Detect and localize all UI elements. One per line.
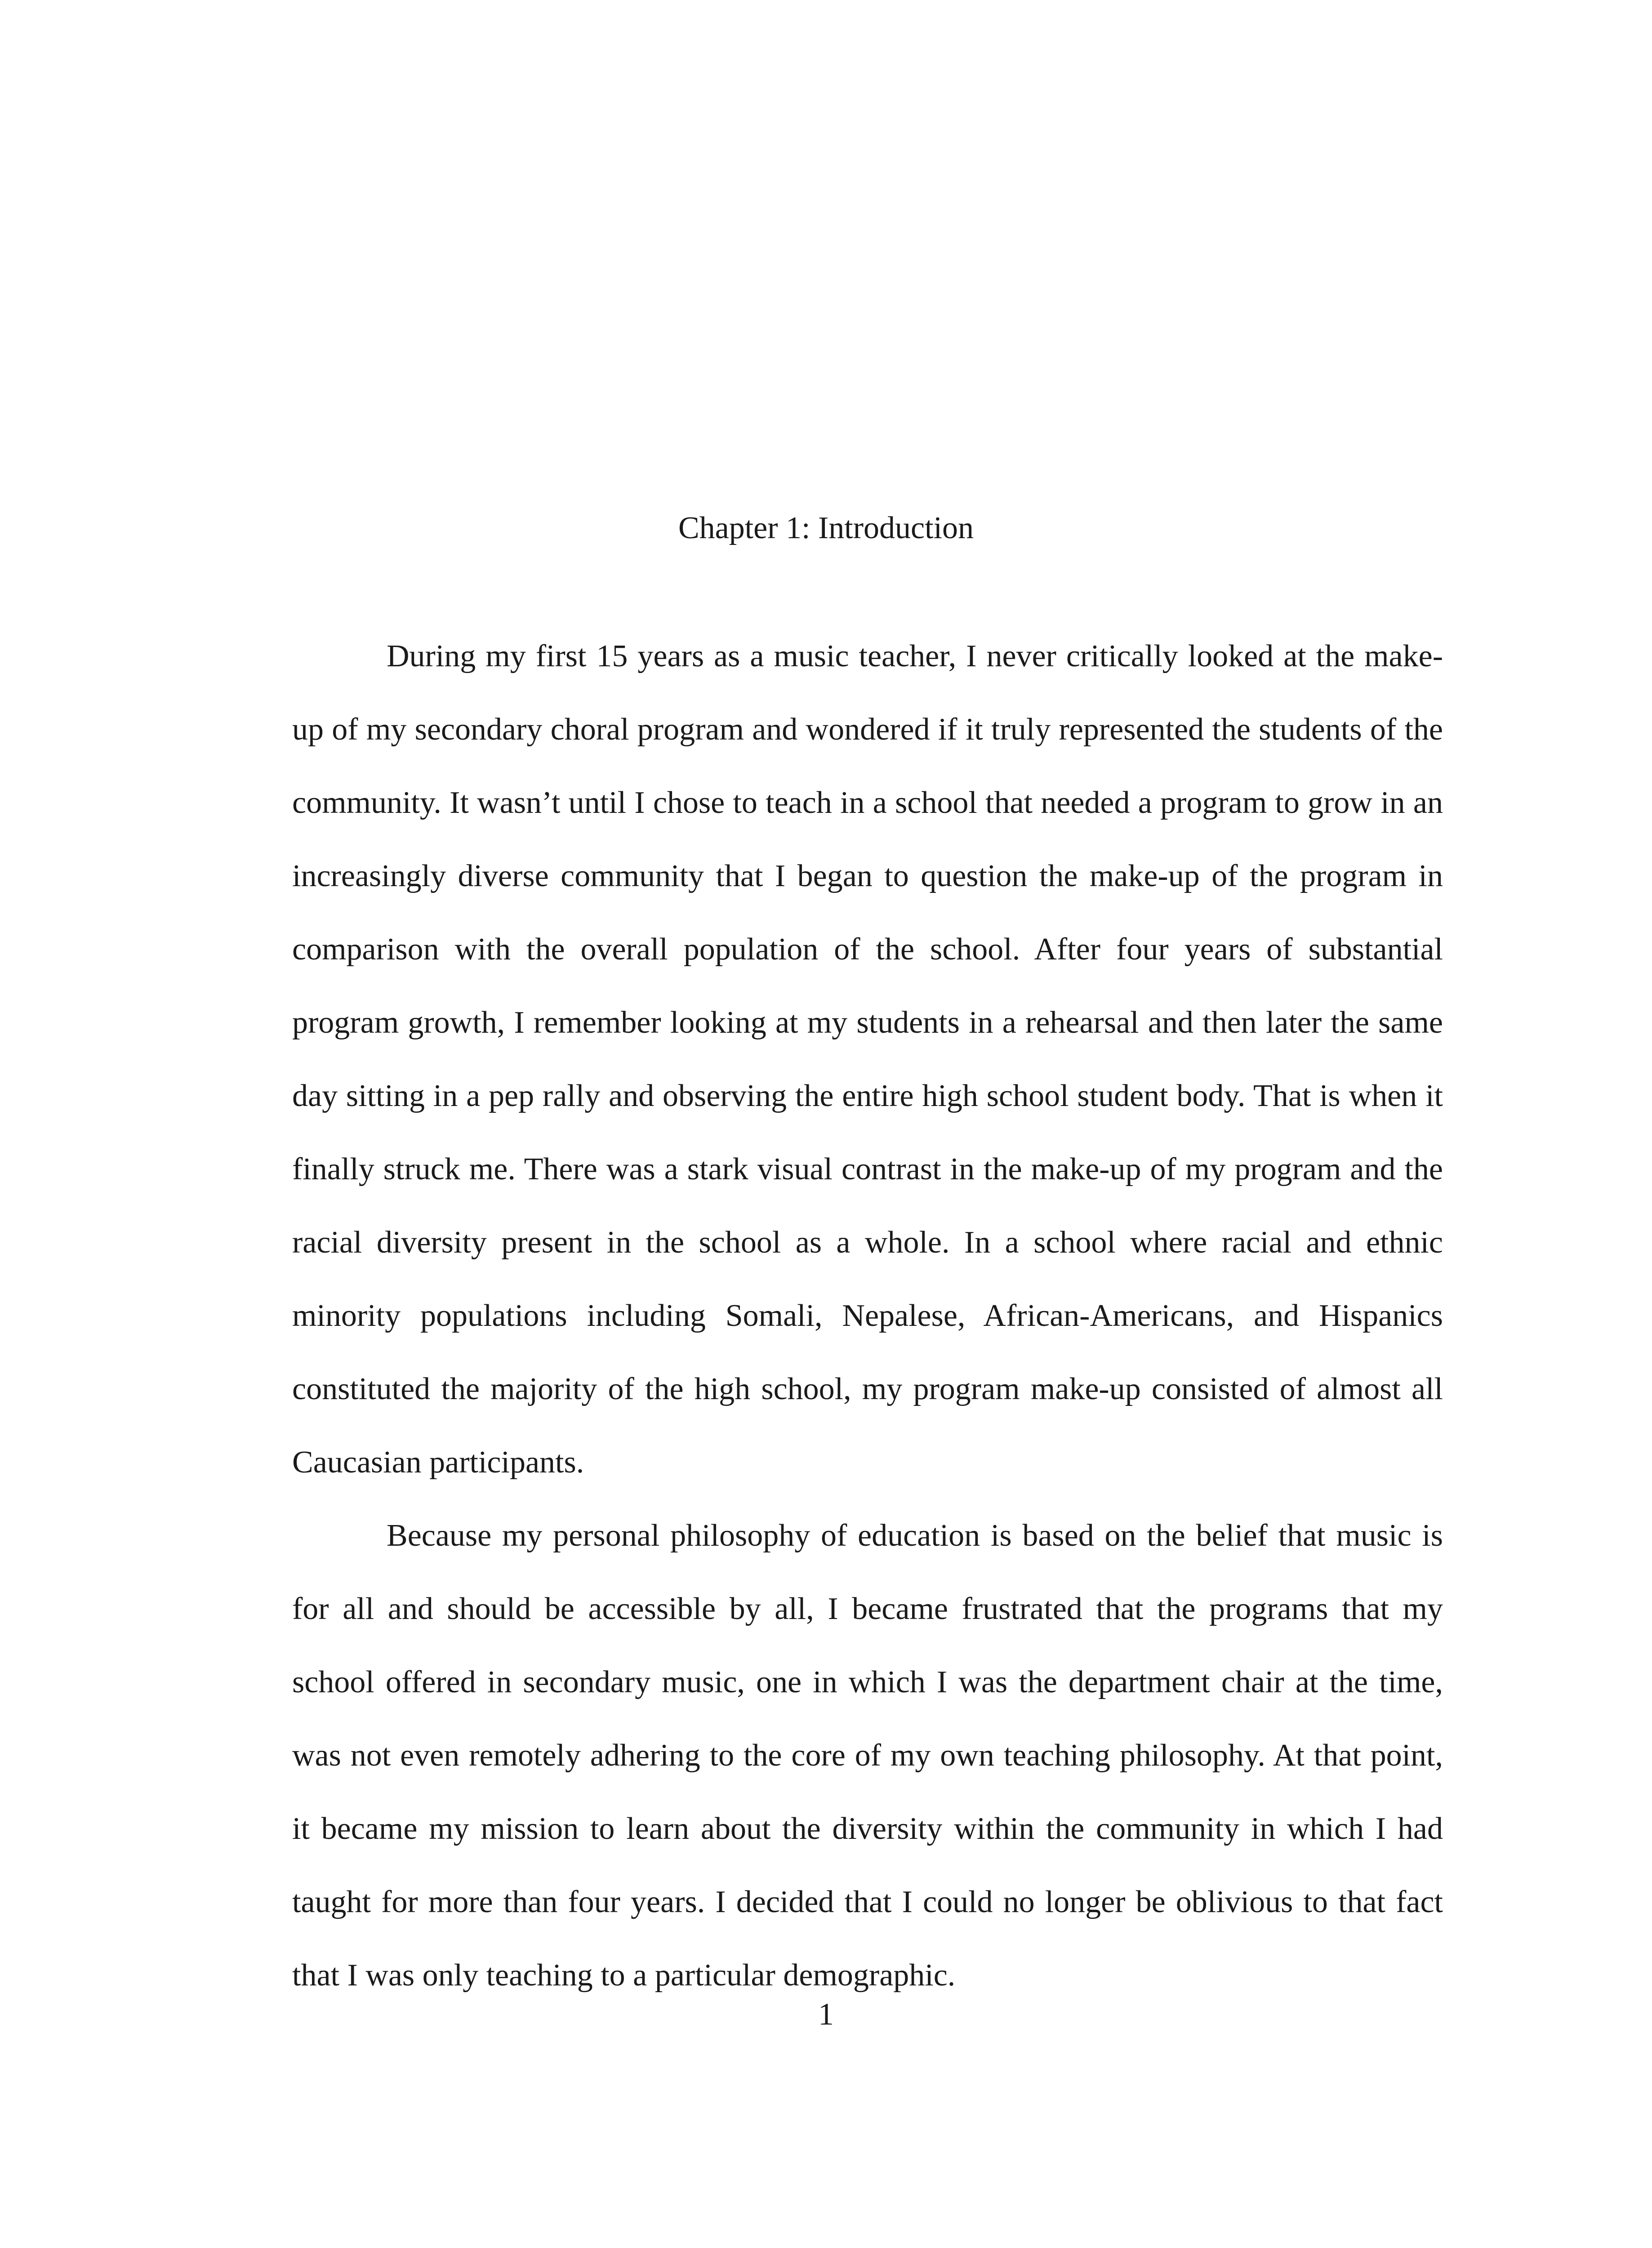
body-text: [292, 620, 1443, 2012]
paragraph-2: Because my personal philosophy of education is based on the belief that music is for all and should be accessible by all, I became frustrated that the programs that my school offered in secondary music, one in which I was the department chair at the time, was not even remotely adhering to the core of my own teaching philosophy. At that point, it became my mission to learn about the diversity within the community in which I had taught for more than four years. I decided that I could no longer be oblivious to that fact that I was only teaching to a particular demographic.: [292, 1518, 1443, 1993]
page-number: 1: [818, 1997, 834, 2032]
paragraph-1: During my first 15 years as a music teacher, I never critically looked at the make-up of my secondary choral program and wondered if it truly represented the students of the community. It wasn’t until I chose to teach in a school that needed a program to grow in an increasingly diverse community that I began to question the make-up of the program in comparison with the overall population of the school. After four years of substantial program growth, I remember looking at my students in a rehearsal and then later the same day sitting in a pep rally and observing the entire high school student body. That is when it finally struck me. There was a stark visual contrast in the make-up of my program and the racial diversity present in the school as a whole. In a school where racial and ethnic minority populations including Somali, Nepalese, African-Americans, and Hispanics constituted the majority of the high school, my program make-up consisted of almost all Caucasian participants.: [292, 639, 1443, 1480]
chapter-title: Chapter 1: Introduction: [678, 511, 974, 545]
